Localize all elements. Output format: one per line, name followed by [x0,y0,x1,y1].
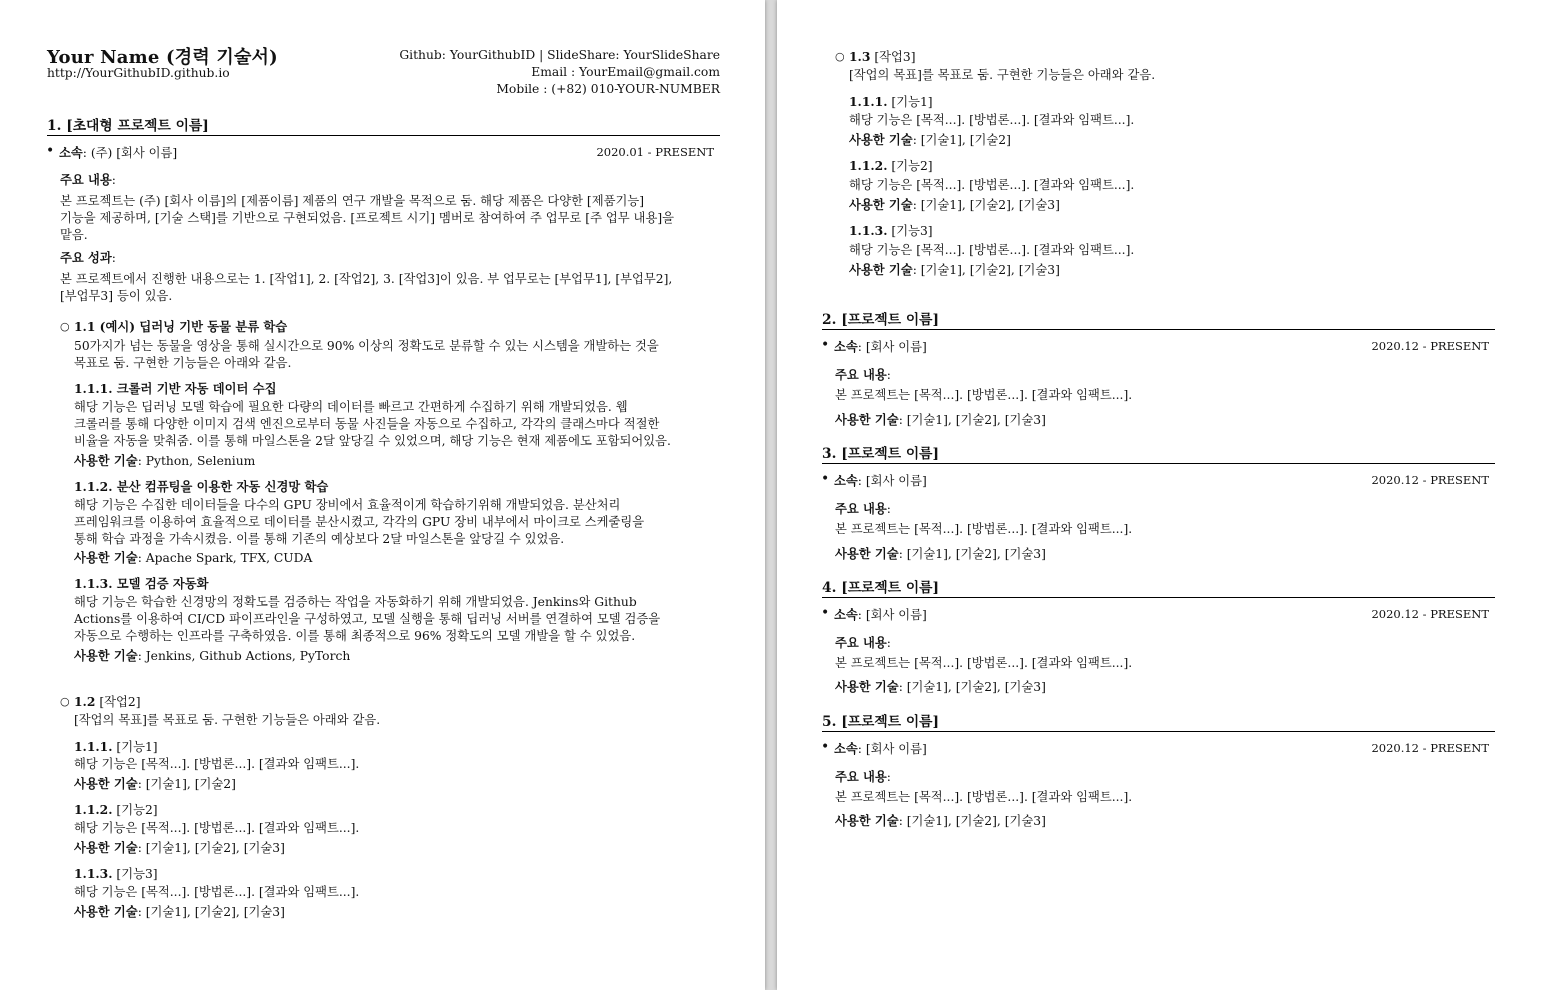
tech-value: : [기술1], [기술2] [137,777,236,791]
tech-line [74,839,285,857]
document-page-1 [0,0,765,990]
main-content-heading [835,366,891,384]
feature-number: 1.1.3. [849,223,888,238]
main-content-line: 맡음. [60,228,88,242]
feature-desc-line: 자동으로 수행하는 인프라를 구축하였음. 이를 통해 최종적으로 96% 정확도의 모델 개발을 할 수 있었음. [74,629,636,643]
task-desc-line: 50가지가 넘는 동물을 영상을 통해 실시간으로 90% 이상의 정확도로 분류할 수 있는 시스템을 개발하는 것을 [74,339,659,353]
colon: : [111,173,116,187]
contact-block [399,47,720,98]
feature-title [849,157,933,175]
tech-line [835,545,1046,563]
tech-line [849,131,1011,149]
sub-bullet-circle: ○ [835,50,845,63]
tech-label: 사용한 기술 [849,262,913,277]
tech-value: : Python, Selenium [137,454,256,468]
feature-desc-line: 크롤러를 통해 다양한 이미지 검색 엔진으로부터 동물 사진들을 자동으로 수집하고, 각각의 클래스마다 적절한 [74,417,660,431]
colon: : [886,502,891,516]
sub-bullet-circle: ○ [60,320,70,333]
main-content-label: 주요 내용 [835,501,887,516]
feature-title-1-1-3: 1.1.3. 모델 검증 자동화 [74,576,209,591]
main-content-line: 기능을 제공하며, [기술 스택]를 기반으로 구현되었음. [프로젝트 시기] 멤버로 참여하여 주 업무로 [주 업무 내용]을 [60,211,674,225]
document-page-2 [777,0,1541,990]
task-desc-line: [작업의 목표]를 목표로 둠. 구현한 기능들은 아래와 같음. [74,713,381,727]
feature-number: 1.1.2. [849,158,888,173]
colon: : [111,251,116,265]
feature-desc-line: 해당 기능은 [목적...]. [방법론...]. [결과와 임팩트...]. [74,757,360,771]
task-title-1-1: 1.1 (예시) 딥러닝 기반 동물 분류 학습 [74,319,288,334]
affiliation-line [834,606,927,624]
tech-line [835,678,1046,696]
feature-title-1-1-2: 1.1.2. 분산 컴퓨팅을 이용한 자동 신경망 학습 [74,479,329,494]
tech-value: : Apache Spark, TFX, CUDA [137,551,313,565]
task-desc-line: [작업의 목표]를 목표로 둠. 구현한 기능들은 아래와 같음. [849,68,1156,82]
colon: : [886,636,891,650]
results-heading [60,249,116,267]
feature-title [849,93,933,111]
affiliation-line [834,740,927,758]
tech-line [74,549,312,567]
feature-desc-line: 프레임워크를 이용하여 효율적으로 데이터를 분산시켰고, 각각의 GPU 장비 내부에서 마이크로 스케줄링을 [74,515,645,529]
affiliation-label: 소속 [834,339,858,354]
tech-label: 사용한 기술 [849,132,913,147]
affiliation-value: : [회사 이름] [857,608,927,622]
feature-desc-line: 해당 기능은 [목적...]. [방법론...]. [결과와 임팩트...]. [74,885,360,899]
tech-label: 사용한 기술 [74,453,138,468]
feature-name: [기능3] [112,867,158,881]
affiliation-line [834,472,927,490]
feature-name: [기능2] [112,803,158,817]
tech-line [74,647,350,665]
affiliation-label: 소속 [834,741,858,756]
sub-bullet-circle: ○ [60,695,70,708]
feature-title [74,738,158,756]
project-date: 2020.12 - PRESENT [1371,607,1489,621]
section-title-project-2: 2. [프로젝트 이름] [822,308,1495,330]
affiliation-value: : [회사 이름] [857,742,927,756]
feature-name: [기능2] [887,159,933,173]
task-title-1-2 [74,693,141,711]
section-title-project-4: 4. [프로젝트 이름] [822,576,1495,598]
section-title-project-1: 1. [초대형 프로젝트 이름] [47,114,720,136]
feature-title [74,801,158,819]
project-desc: 본 프로젝트는 [목적...]. [방법론...]. [결과와 임팩트...]. [835,656,1133,670]
tech-label: 사용한 기술 [74,648,138,663]
affiliation-line [834,338,927,356]
results-line: 본 프로젝트에서 진행한 내용으로는 1. [작업1], 2. [작업2], 3. [작업3]이 있음. 부 업무로는 [부업무1], [부업무2], [60,272,673,286]
affiliation-value: : [회사 이름] [857,340,927,354]
task-desc-line: 목표로 둠. 구현한 기능들은 아래와 같음. [74,356,292,370]
feature-desc-line: 해당 기능은 딥러닝 모델 학습에 필요한 다량의 데이터를 빠르고 간편하게 수집하기 위해 개발되었음. 웹 [74,400,628,414]
personal-site-link[interactable]: http://YourGithubID.github.io [47,66,230,80]
contact-email[interactable]: Email : YourEmail@gmail.com [531,65,720,79]
feature-desc-line: 해당 기능은 수집한 데이터들을 다수의 GPU 장비에서 효율적이게 학습하기위해 개발되었음. 분산처리 [74,498,621,512]
feature-title [74,865,158,883]
feature-number: 1.1.1. [849,94,888,109]
tech-label: 사용한 기술 [835,546,899,561]
tech-line [74,903,285,921]
affiliation-value: : [회사 이름] [857,474,927,488]
bullet-dot: • [821,739,830,755]
tech-label: 사용한 기술 [74,776,138,791]
contact-mobile: Mobile : (+82) 010-YOUR-NUMBER [496,82,720,96]
tech-value: : [기술1], [기술2], [기술3] [137,841,285,855]
bullet-dot: • [821,337,830,353]
results-line: [부업무3] 등이 있음. [60,289,173,303]
feature-desc-line: 비율을 자동을 맞춰줌. 이를 통해 마일스톤을 2달 앞당길 수 있었으며, 해당 기능은 현재 제품에도 포함되어있음. [74,434,671,448]
main-content-label: 주요 내용 [835,635,887,650]
project-date: 2020.12 - PRESENT [1371,741,1489,755]
contact-github-slideshare[interactable]: Github: YourGithubID | SlideShare: YourSlideShare [399,48,720,62]
tech-label: 사용한 기술 [835,679,899,694]
tech-label: 사용한 기술 [835,412,899,427]
feature-number: 1.1.2. [74,802,113,817]
main-content-label: 주요 내용 [835,367,887,382]
tech-value: : [기술1], [기술2] [912,133,1011,147]
project-date: 2020.01 - PRESENT [596,145,714,159]
bullet-dot: • [46,143,55,159]
feature-number: 1.1.1. [74,739,113,754]
feature-desc-line: 해당 기능은 [목적...]. [방법론...]. [결과와 임팩트...]. [849,178,1135,192]
feature-name: [기능1] [112,740,158,754]
tech-line [849,261,1060,279]
bullet-dot: • [821,471,830,487]
task-name: [작업2] [95,695,141,709]
feature-number: 1.1.3. [74,866,113,881]
feature-name: [기능1] [887,95,933,109]
tech-value: : [기술1], [기술2], [기술3] [912,263,1060,277]
main-content-heading [835,768,891,786]
colon: : [886,770,891,784]
project-desc: 본 프로젝트는 [목적...]. [방법론...]. [결과와 임팩트...]. [835,790,1133,804]
main-content-heading [60,171,116,189]
feature-name: [기능3] [887,224,933,238]
project-desc: 본 프로젝트는 [목적...]. [방법론...]. [결과와 임팩트...]. [835,388,1133,402]
tech-value: : [기술1], [기술2], [기술3] [898,413,1046,427]
feature-desc-line: 해당 기능은 [목적...]. [방법론...]. [결과와 임팩트...]. [849,113,1135,127]
main-content-line: 본 프로젝트는 (주) [회사 이름]의 [제품이름] 제품의 연구 개발을 목적으로 둠. 해당 제품은 다양한 [제품기능] [60,194,645,208]
tech-value: : [기술1], [기술2], [기술3] [898,680,1046,694]
main-content-heading [835,500,891,518]
tech-line [835,411,1046,429]
feature-title-1-1-1: 1.1.1. 크롤러 기반 자동 데이터 수집 [74,381,277,396]
project-date: 2020.12 - PRESENT [1371,473,1489,487]
resume-name: Your Name (경력 기술서) [47,47,278,68]
section-title-project-5: 5. [프로젝트 이름] [822,710,1495,732]
tech-value: : [기술1], [기술2], [기술3] [898,547,1046,561]
affiliation-label: 소속 [834,607,858,622]
tech-line [849,196,1060,214]
main-content-heading [835,634,891,652]
main-content-label: 주요 내용 [60,172,112,187]
tech-label: 사용한 기술 [74,904,138,919]
tech-value: : Jenkins, Github Actions, PyTorch [137,649,351,663]
task-title-1-3 [849,48,916,66]
affiliation-value: : (주) [회사 이름] [82,146,178,160]
section-title-project-3: 3. [프로젝트 이름] [822,442,1495,464]
project-date: 2020.12 - PRESENT [1371,339,1489,353]
tech-label: 사용한 기술 [849,197,913,212]
feature-desc-line: 해당 기능은 학습한 신경망의 정확도를 검증하는 작업을 자동화하기 위해 개발되었음. Jenkins와 Github [74,595,637,609]
project-desc: 본 프로젝트는 [목적...]. [방법론...]. [결과와 임팩트...]. [835,522,1133,536]
feature-desc-line: 해당 기능은 [목적...]. [방법론...]. [결과와 임팩트...]. [74,821,360,835]
feature-title [849,222,933,240]
tech-value: : [기술1], [기술2], [기술3] [912,198,1060,212]
affiliation-label: 소속 [59,145,83,160]
tech-label: 사용한 기술 [74,840,138,855]
tech-line [74,452,255,470]
task-number: 1.3 [849,49,871,64]
bullet-dot: • [821,605,830,621]
task-number: 1.2 [74,694,96,709]
tech-line [835,812,1046,830]
tech-line [74,775,236,793]
tech-label: 사용한 기술 [74,550,138,565]
affiliation-line [59,144,177,162]
task-name: [작업3] [870,50,916,64]
affiliation-label: 소속 [834,473,858,488]
colon: : [886,368,891,382]
main-content-label: 주요 내용 [835,769,887,784]
tech-value: : [기술1], [기술2], [기술3] [137,905,285,919]
feature-desc-line: Actions를 이용하여 CI/CD 파이프라인을 구성하였고, 모델 실행을 통해 딥러닝 서버를 연결하여 모델 검증을 [74,612,661,626]
results-label: 주요 성과 [60,250,112,265]
tech-label: 사용한 기술 [835,813,899,828]
feature-desc-line: 해당 기능은 [목적...]. [방법론...]. [결과와 임팩트...]. [849,243,1135,257]
feature-desc-line: 통해 학습 과정을 가속시켰음. 이를 통해 기존의 예상보다 2달 마일스톤을 앞당길 수 있었음. [74,532,565,546]
tech-value: : [기술1], [기술2], [기술3] [898,814,1046,828]
